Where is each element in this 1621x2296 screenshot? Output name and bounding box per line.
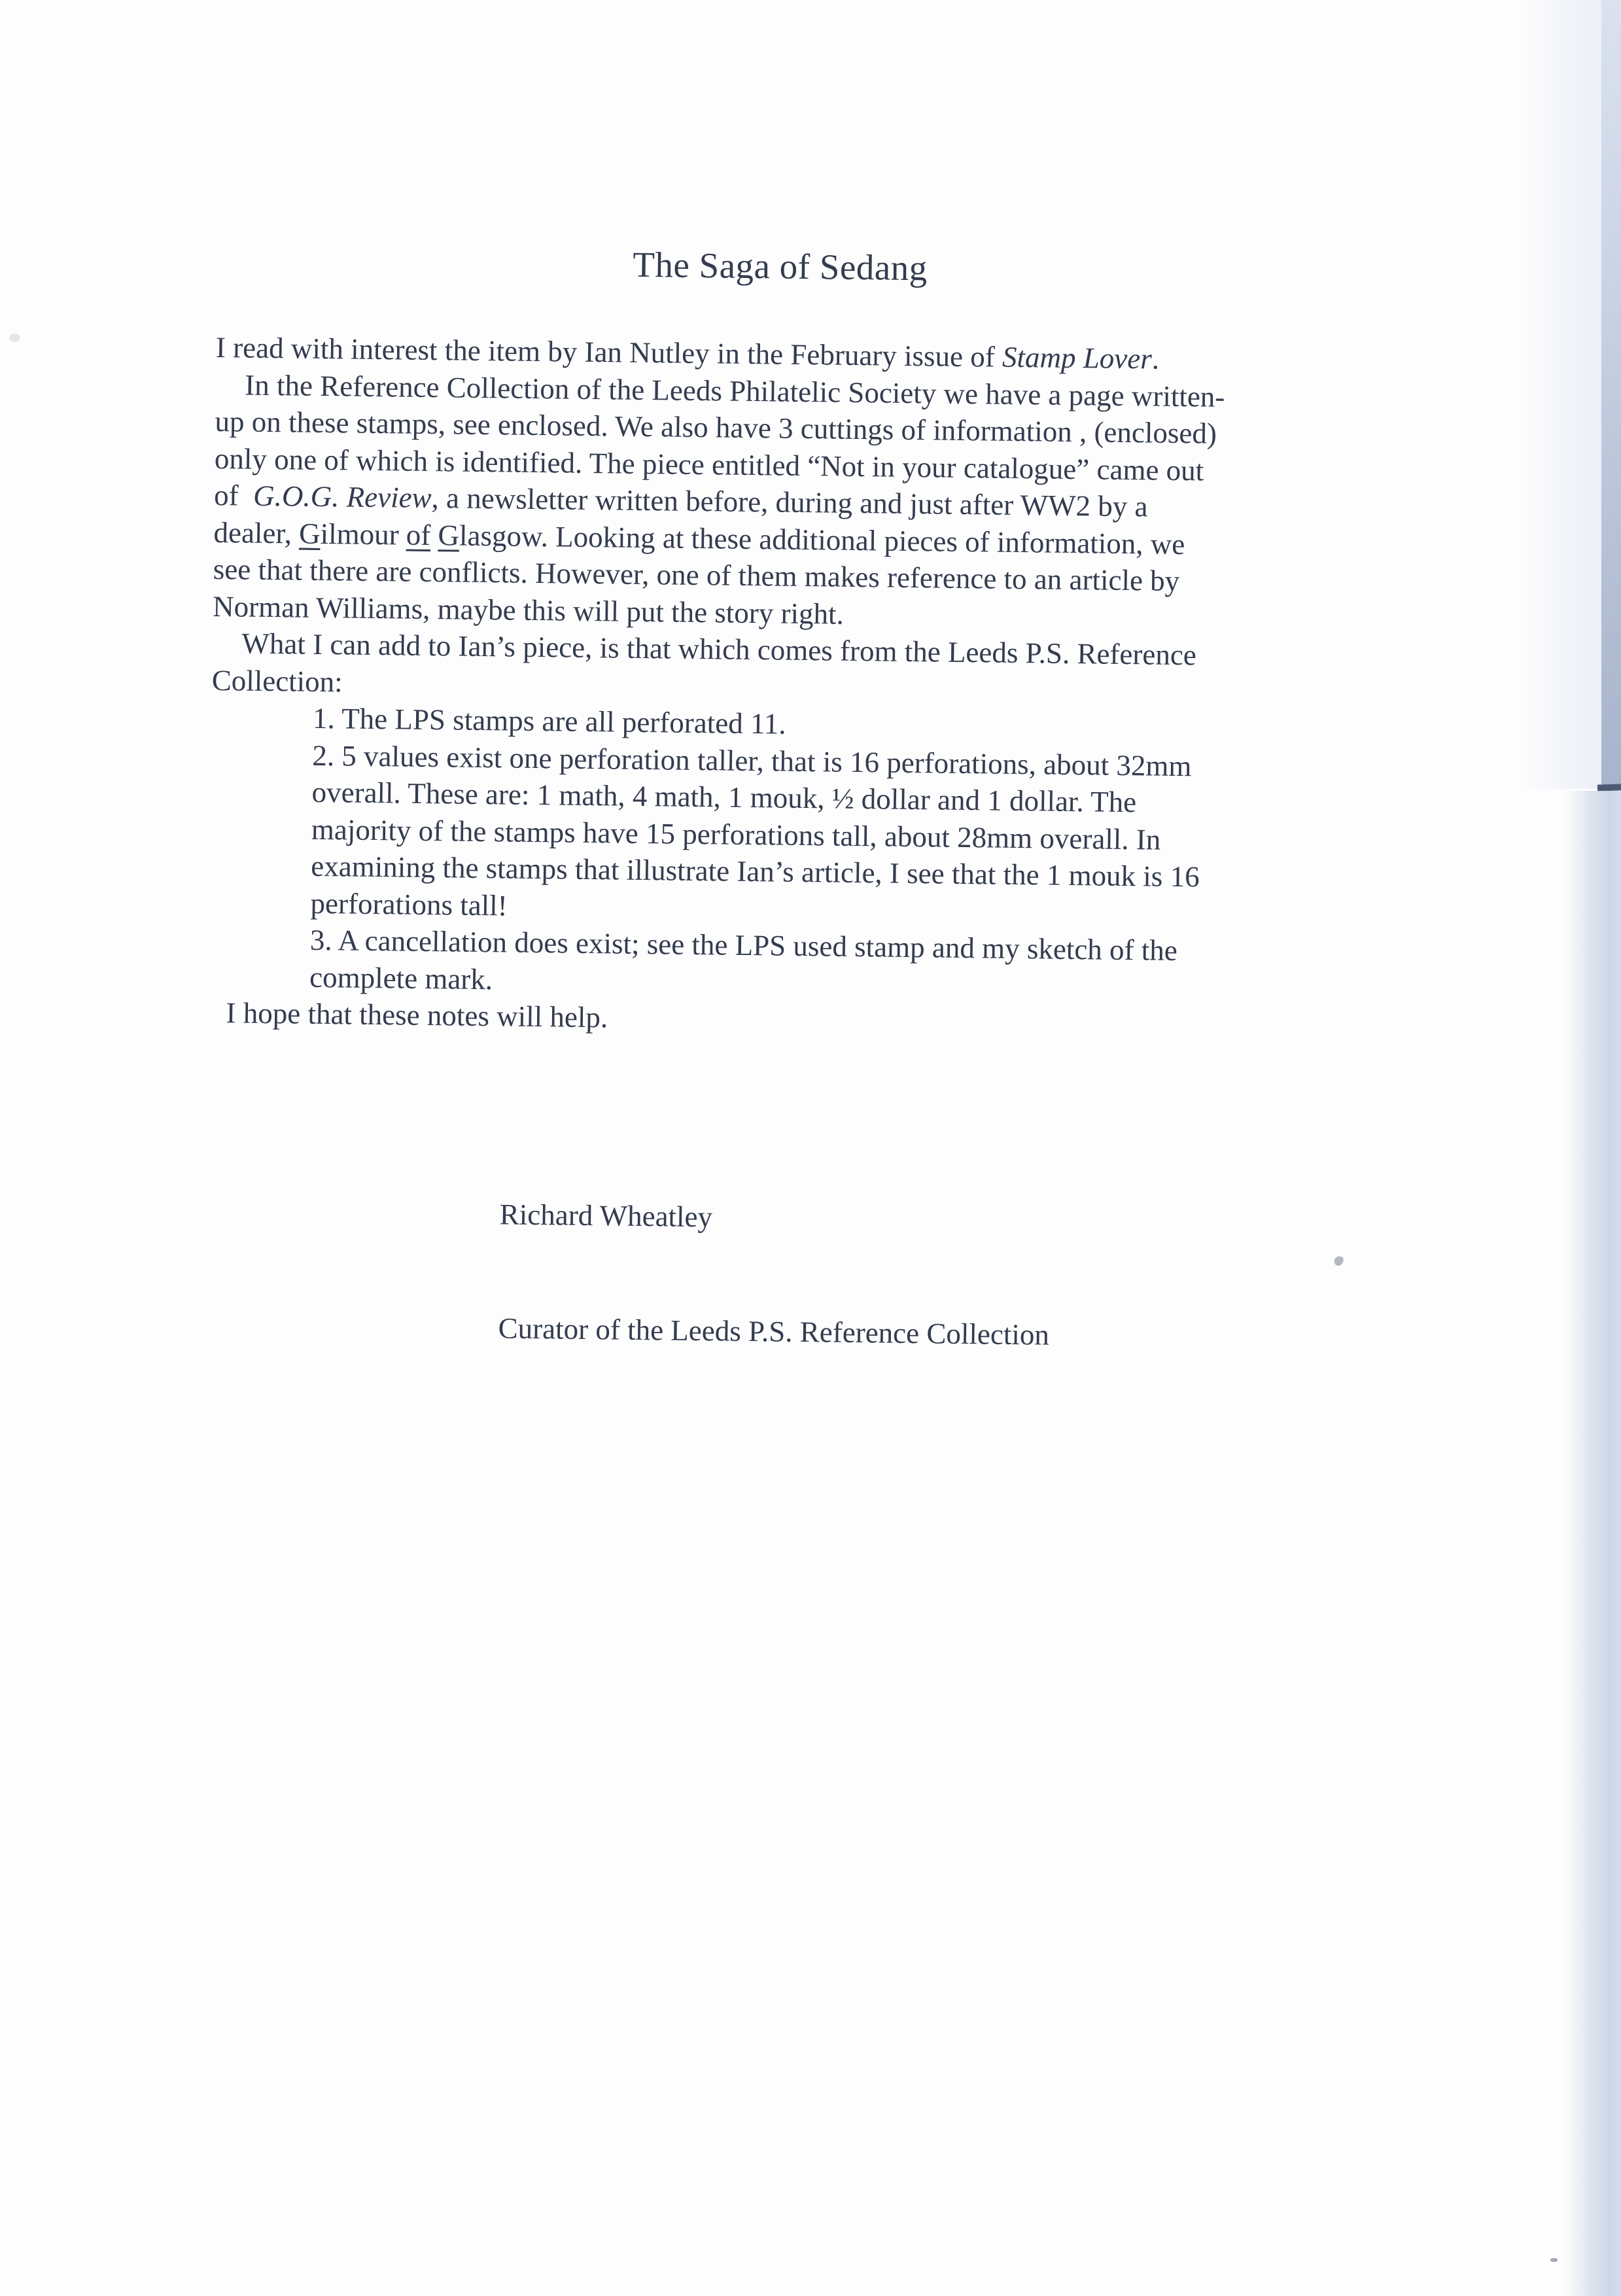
scan-edge-band-top [1601,0,1621,789]
signature-role: Curator of the Leeds P.S. Reference Collection [498,1312,1050,1351]
text-segment: of [213,478,254,512]
text-segment: up on these stamps, see enclosed. We also have 3 cuttings of information , (enclosed) [215,404,1217,450]
scan-edge-notch [1597,784,1621,791]
text-segment: G [438,518,460,552]
text-segment [430,519,438,551]
text-segment: overall. These are: 1 math, 4 math, 1 mouk, ½ dollar and 1 dollar. The [311,775,1137,819]
text-segment: dealer, [213,515,300,550]
scan-edge-shadow [1518,0,1603,789]
scan-speck [1333,1255,1344,1267]
scan-speck [1550,2258,1558,2262]
text-segment: see that there are conflicts. However, one of them makes reference to an article by [213,552,1180,598]
text-segment: I read with interest the item by Ian Nutley in the February issue of [215,330,1003,374]
letter-document [211,239,1344,1351]
letter-body [207,329,1342,1045]
text-segment: . [1151,342,1160,375]
text-segment: ilmour [320,517,407,551]
text-segment: G.O.G. Review [253,479,432,515]
signature-name: Richard Wheatley [499,1198,713,1234]
signature-block [497,1119,1052,1429]
text-segment: In the Reference Collection of the Leeds Philatelic Society we have a page written- [244,368,1225,413]
text-segment: Stamp Lover [1002,340,1153,375]
scan-speck [9,334,20,342]
text-segment: I hope that these notes will help. [226,996,608,1034]
text-segment: What I can add to Ian’s piece, is that which comes from the Leeds P.S. Reference [241,627,1197,672]
text-segment: majority of the stamps have 15 perforations tall, about 28mm overall. In [311,812,1161,856]
text-segment: examining the stamps that illustrate Ian’s article, I see that the 1 mouk is 16 [311,849,1200,894]
text-segment: only one of which is identified. The piece entitled “Not in your catalogue” came out [214,442,1204,487]
text-segment: of [406,518,431,551]
scan-edge-band-bottom [1565,791,1621,2296]
text-segment: G [298,517,321,550]
text-segment: 1. The LPS stamps are all perforated 11. [312,701,786,740]
text-segment: Norman Williams, maybe this will put the story right. [212,589,845,631]
text-segment: 3. A cancellation does exist; see the LPS used stamp and my sketch of the [309,923,1178,967]
text-segment: 2. 5 values exist one perforation taller, that is 16 perforations, about 32mm [312,739,1192,782]
text-segment: Collection: [211,663,343,698]
document-title: The Saga of Sedang [633,244,928,288]
text-segment: lasgow. Looking at these additional pieces of information, we [459,519,1185,561]
text-segment: perforations tall! [310,886,508,922]
text-segment: complete mark. [309,960,493,996]
text-segment: , a newsletter written before, during and just after WW2 by a [431,481,1148,523]
